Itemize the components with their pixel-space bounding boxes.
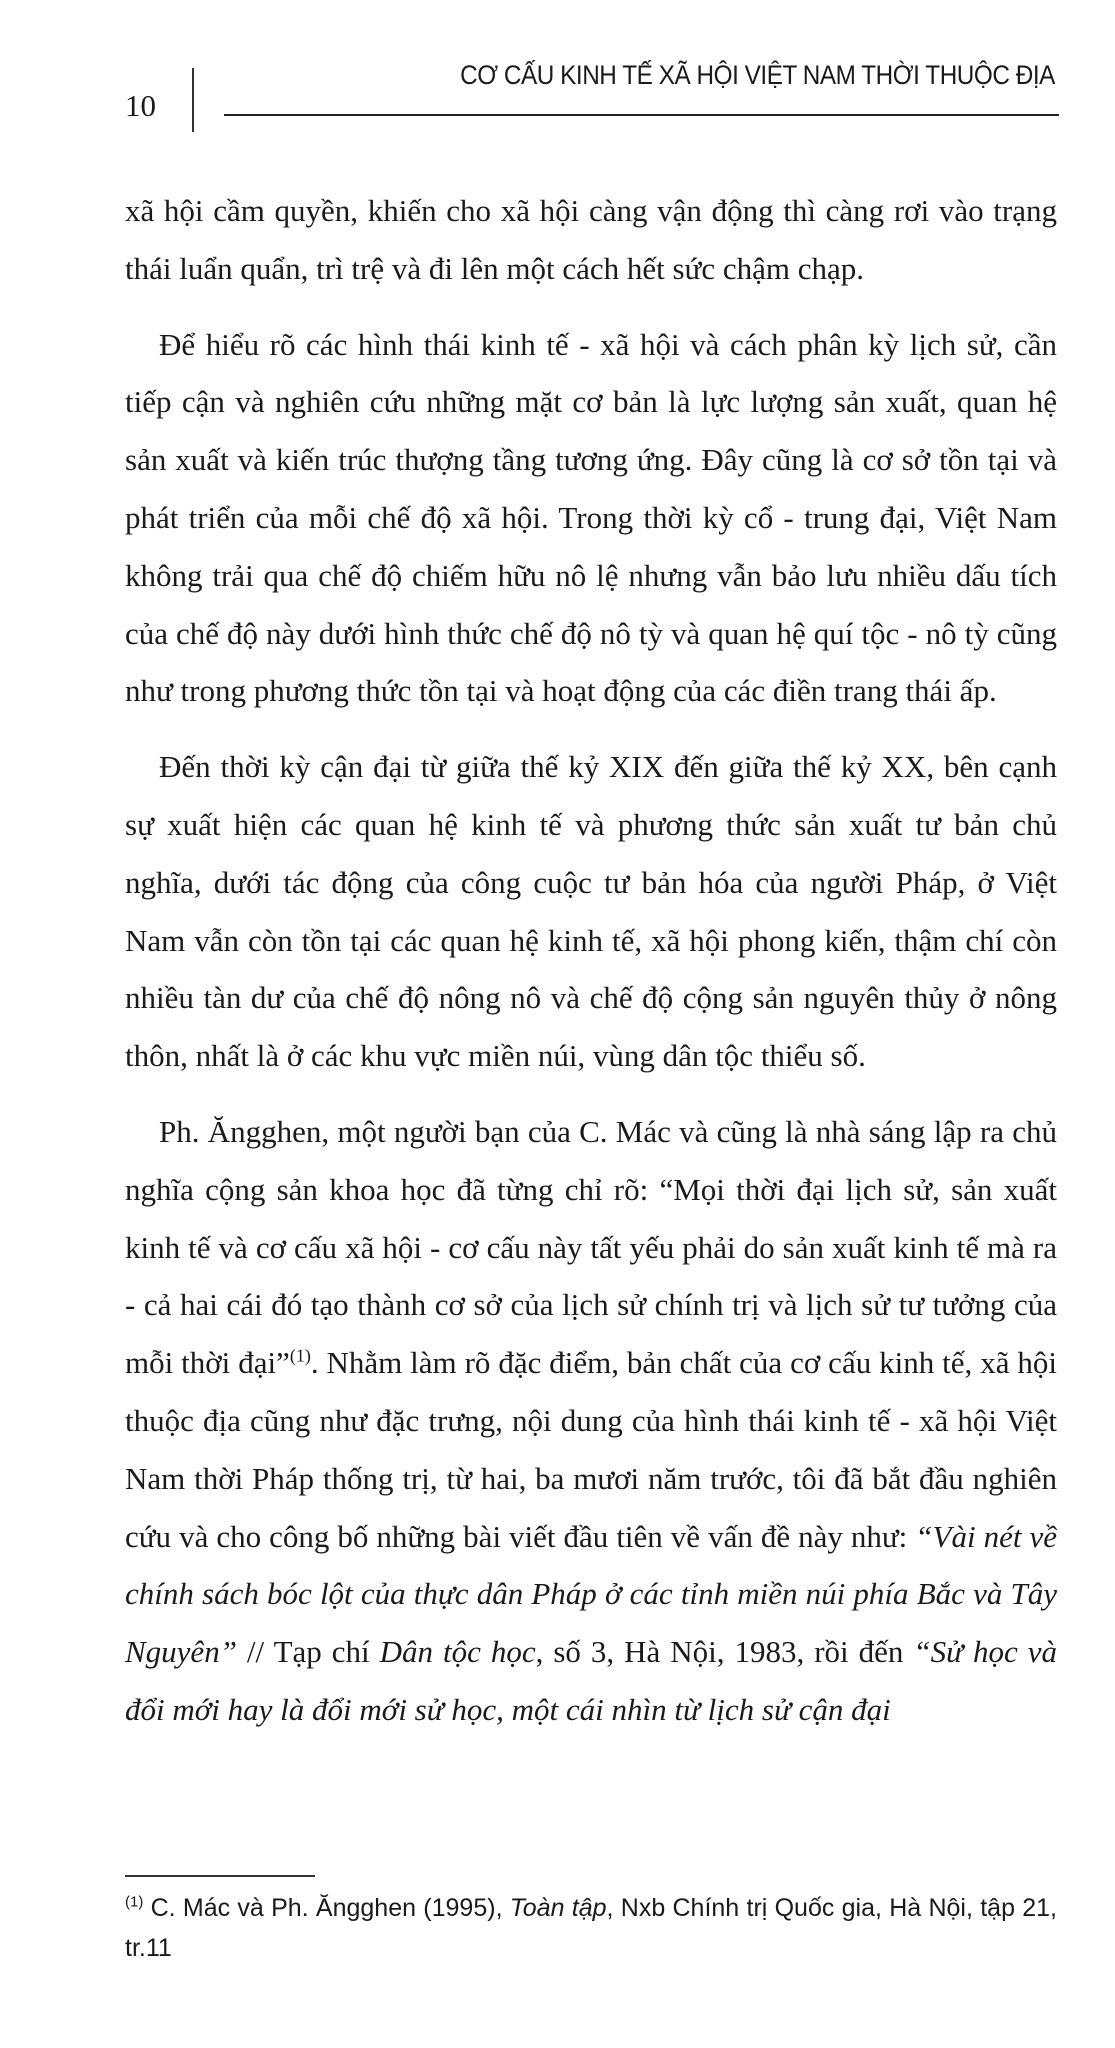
footnote — [125, 1888, 1057, 1968]
running-title: CƠ CẤU KINH TẾ XÃ HỘI VIỆT NAM THỜI THUỘC ĐỊA — [460, 60, 1055, 90]
header-rule — [224, 114, 1059, 116]
para4-italic-1: “Vài nét về chính sách bóc lột của thực dân Pháp ở các tỉnh miền núi phía Bắc và Tây Nguyên” — [125, 1518, 1057, 1670]
footnote-text-1: C. Mác và Ph. Ăngghen (1995), — [143, 1894, 510, 1922]
footnote-text-2: , Nxb Chính trị Quốc gia, Hà Nội, tập 21, tr.11 — [125, 1894, 1058, 1962]
paragraph-2: Để hiểu rõ các hình thái kinh tế - xã hội và cách phân kỳ lịch sử, cần tiếp cận và nghiên cứu những mặt cơ bản là lực lượng sản xuất, quan hệ sản xuất và kiến trúc thượng tầng tương ứng. Đây cũng là cơ sở tồn tại và phát triển của mỗi chế độ xã hội. Trong thời kỳ cổ - trung đại, Việt Nam không trải qua chế độ chiếm hữu nô lệ nhưng vẫn bảo lưu nhiều dấu tích của chế độ này dưới hình thức chế độ nô tỳ và quan hệ quí tộc - nô tỳ cũng như trong phương thức tồn tại và hoạt động của các điền trang thái ấp. — [125, 326, 1057, 709]
para4-text-2: . Nhằm làm rõ đặc điểm, bản chất của cơ cấu kinh tế, xã hội thuộc địa cũng như đặc trưng, nội dung của hình thái kinh tế - xã hội Việt Nam thời Pháp thống trị, từ hai, ba mươi năm trước, tôi đã bắt đầu nghiên cứu và cho công bố những bài viết đầu tiên về vấn đề này như: — [125, 1345, 1057, 1554]
footnote-italic: Toàn tập — [509, 1894, 607, 1922]
header-divider — [192, 68, 194, 132]
footnote-ref: (1) — [289, 1345, 311, 1366]
para4-text-1: Ph. Ăngghen, một người bạn của C. Mác và cũng là nhà sáng lập ra chủ nghĩa cộng sản khoa học đã từng chỉ rõ: “Mọi thời đại lịch sử, sản xuất kinh tế và cơ cấu xã hội - cơ cấu này tất yếu phải do sản xuất kinh tế mà ra - cả hai cái đó tạo thành cơ sở của lịch sử chính trị và lịch sử tư tưởng của mỗi thời đại” — [125, 1113, 1057, 1381]
footnote-rule — [125, 1875, 315, 1877]
para4-italic-2: Dân tộc học — [379, 1634, 536, 1670]
paragraph-3: Đến thời kỳ cận đại từ giữa thế kỷ XIX đến giữa thế kỷ XX, bên cạnh sự xuất hiện các quan hệ kinh tế và phương thức sản xuất tư bản chủ nghĩa, dưới tác động của công cuộc tư bản hóa của người Pháp, ở Việt Nam vẫn còn tồn tại các quan hệ kinh tế, xã hội phong kiến, thậm chí còn nhiều tàn dư của chế độ nông nô và chế độ cộng sản nguyên thủy ở nông thôn, nhất là ở các khu vực miền núi, vùng dân tộc thiểu số. — [125, 749, 1057, 1074]
para4-italic-3: “Sử học và đổi mới hay là đổi mới sử học, một cái nhìn từ lịch sử cận đại — [125, 1634, 1057, 1727]
paragraph-1: xã hội cầm quyền, khiến cho xã hội càng vận động thì càng rơi vào trạng thái luẩn quẩn, trì trệ và đi lên một cách hết sức chậm chạp. — [125, 193, 1057, 286]
page-number: 10 — [125, 88, 156, 123]
footnote-marker: (1) — [125, 1893, 144, 1911]
paragraph-4 — [125, 1103, 1057, 1739]
page-header — [0, 0, 1115, 140]
para4-text-3: // Tạp chí — [236, 1634, 380, 1670]
para4-text-4: , số 3, Hà Nội, 1983, rồi đến — [535, 1634, 914, 1670]
body-text — [125, 182, 1057, 1757]
